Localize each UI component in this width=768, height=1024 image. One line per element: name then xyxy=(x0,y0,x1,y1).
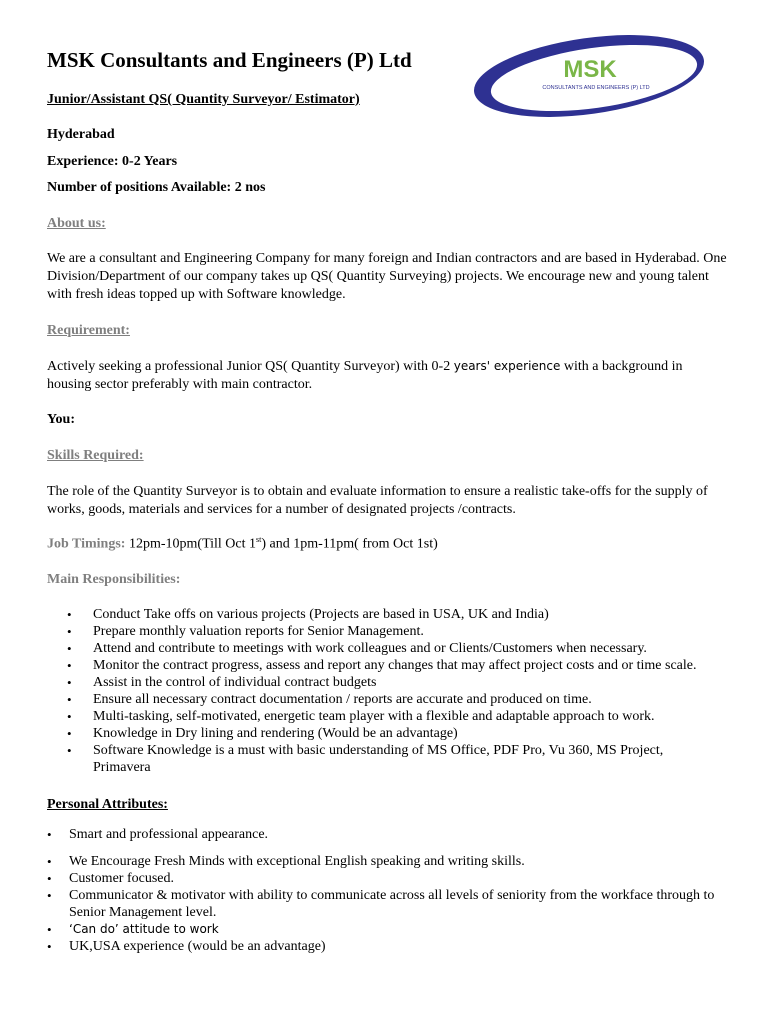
bullet-icon: • xyxy=(67,675,72,690)
about-heading: About us: xyxy=(47,216,106,231)
requirement-text: Actively seeking a professional Junior QS( Quantity Surveyor) with 0-2 years' experience with a background in housing sector preferably with main contractor. xyxy=(47,359,683,392)
bullet-icon: • xyxy=(67,641,72,656)
list-item: • Smart and professional appearance. xyxy=(47,827,269,842)
bullet-icon: • xyxy=(47,939,52,954)
skills-text: The role of the Quantity Surveyor is to obtain and evaluate information to ensure a realistic take-offs for the supply of works, goods, materials and services for a number of designated projects /contracts. xyxy=(47,484,708,517)
company-name: MSK Consultants and Engineers (P) Ltd xyxy=(47,48,412,72)
list-item: • Software Knowledge is a must with basic understanding of MS Office, PDF Pro, Vu 360, MS Project, Primavera xyxy=(67,743,664,775)
bullet-icon: • xyxy=(67,743,72,758)
requirement-heading: Requirement: xyxy=(47,323,130,338)
msk-logo xyxy=(470,30,708,122)
list-item: • Ensure all necessary contract documentation / reports are accurate and produced on time. xyxy=(67,692,592,707)
bullet-icon: • xyxy=(67,692,72,707)
logo-subtext: CONSULTANTS AND ENGINEERS (P) LTD xyxy=(542,85,650,91)
list-item: • Conduct Take offs on various projects (Projects are based in USA, UK and India) xyxy=(67,607,549,622)
job-experience: Experience: 0-2 Years xyxy=(47,154,178,169)
bullet-icon: • xyxy=(67,709,72,724)
job-location: Hyderabad xyxy=(47,127,115,142)
list-item: • ‘Can do’ attitude to work xyxy=(47,922,219,937)
list-item: • Prepare monthly valuation reports for Senior Management. xyxy=(67,624,424,639)
bullet-icon: • xyxy=(47,922,52,937)
responsibilities-heading: Main Responsibilities: xyxy=(47,572,181,587)
job-title: Junior/Assistant QS( Quantity Surveyor/ Estimator) xyxy=(47,92,360,107)
list-item: • Monitor the contract progress, assess and report any changes that may affect project costs and or time scale. xyxy=(67,658,697,673)
attributes-heading: Personal Attributes: xyxy=(47,797,168,812)
you-label: You: xyxy=(47,412,76,427)
bullet-icon: • xyxy=(67,658,72,673)
list-item: • Customer focused. xyxy=(47,871,174,886)
list-item: • Attend and contribute to meetings with work colleagues and or Clients/Customers when necessary. xyxy=(67,641,647,656)
job-positions: Number of positions Available: 2 nos xyxy=(47,180,266,195)
list-item: • We Encourage Fresh Minds with exceptional English speaking and writing skills. xyxy=(47,854,525,869)
list-item: • Assist in the control of individual contract budgets xyxy=(67,675,377,690)
bullet-icon: • xyxy=(67,726,72,741)
bullet-icon: • xyxy=(47,888,52,903)
responsibilities-list xyxy=(47,606,727,776)
list-item: • UK,USA experience (would be an advantage) xyxy=(47,939,326,954)
about-text: We are a consultant and Engineering Company for many foreign and Indian contractors and are based in Hyderabad. One Division/Department of our company takes up QS( Quantity Surveying) projects. We encourage new and young talent with fresh ideas topped up with Software knowledge. xyxy=(47,251,727,302)
bullet-icon: • xyxy=(47,827,52,842)
bullet-icon: • xyxy=(67,624,72,639)
bullet-icon: • xyxy=(67,607,72,622)
list-item: • Communicator & motivator with ability to communicate across all levels of seniority from the workface through to Senior Management level. xyxy=(47,888,715,920)
bullet-icon: • xyxy=(47,854,52,869)
list-item: • Knowledge in Dry lining and rendering (Would be an advantage) xyxy=(67,726,458,741)
logo-text: MSK xyxy=(563,56,617,83)
job-timings: Job Timings: 12pm-10pm(Till Oct 1st) and 1pm-11pm( from Oct 1st) xyxy=(47,535,438,552)
attributes-list xyxy=(47,826,727,955)
bullet-icon: • xyxy=(47,871,52,886)
list-item: • Multi-tasking, self-motivated, energetic team player with a flexible and adaptable approach to work. xyxy=(67,709,655,724)
skills-heading: Skills Required: xyxy=(47,448,144,463)
